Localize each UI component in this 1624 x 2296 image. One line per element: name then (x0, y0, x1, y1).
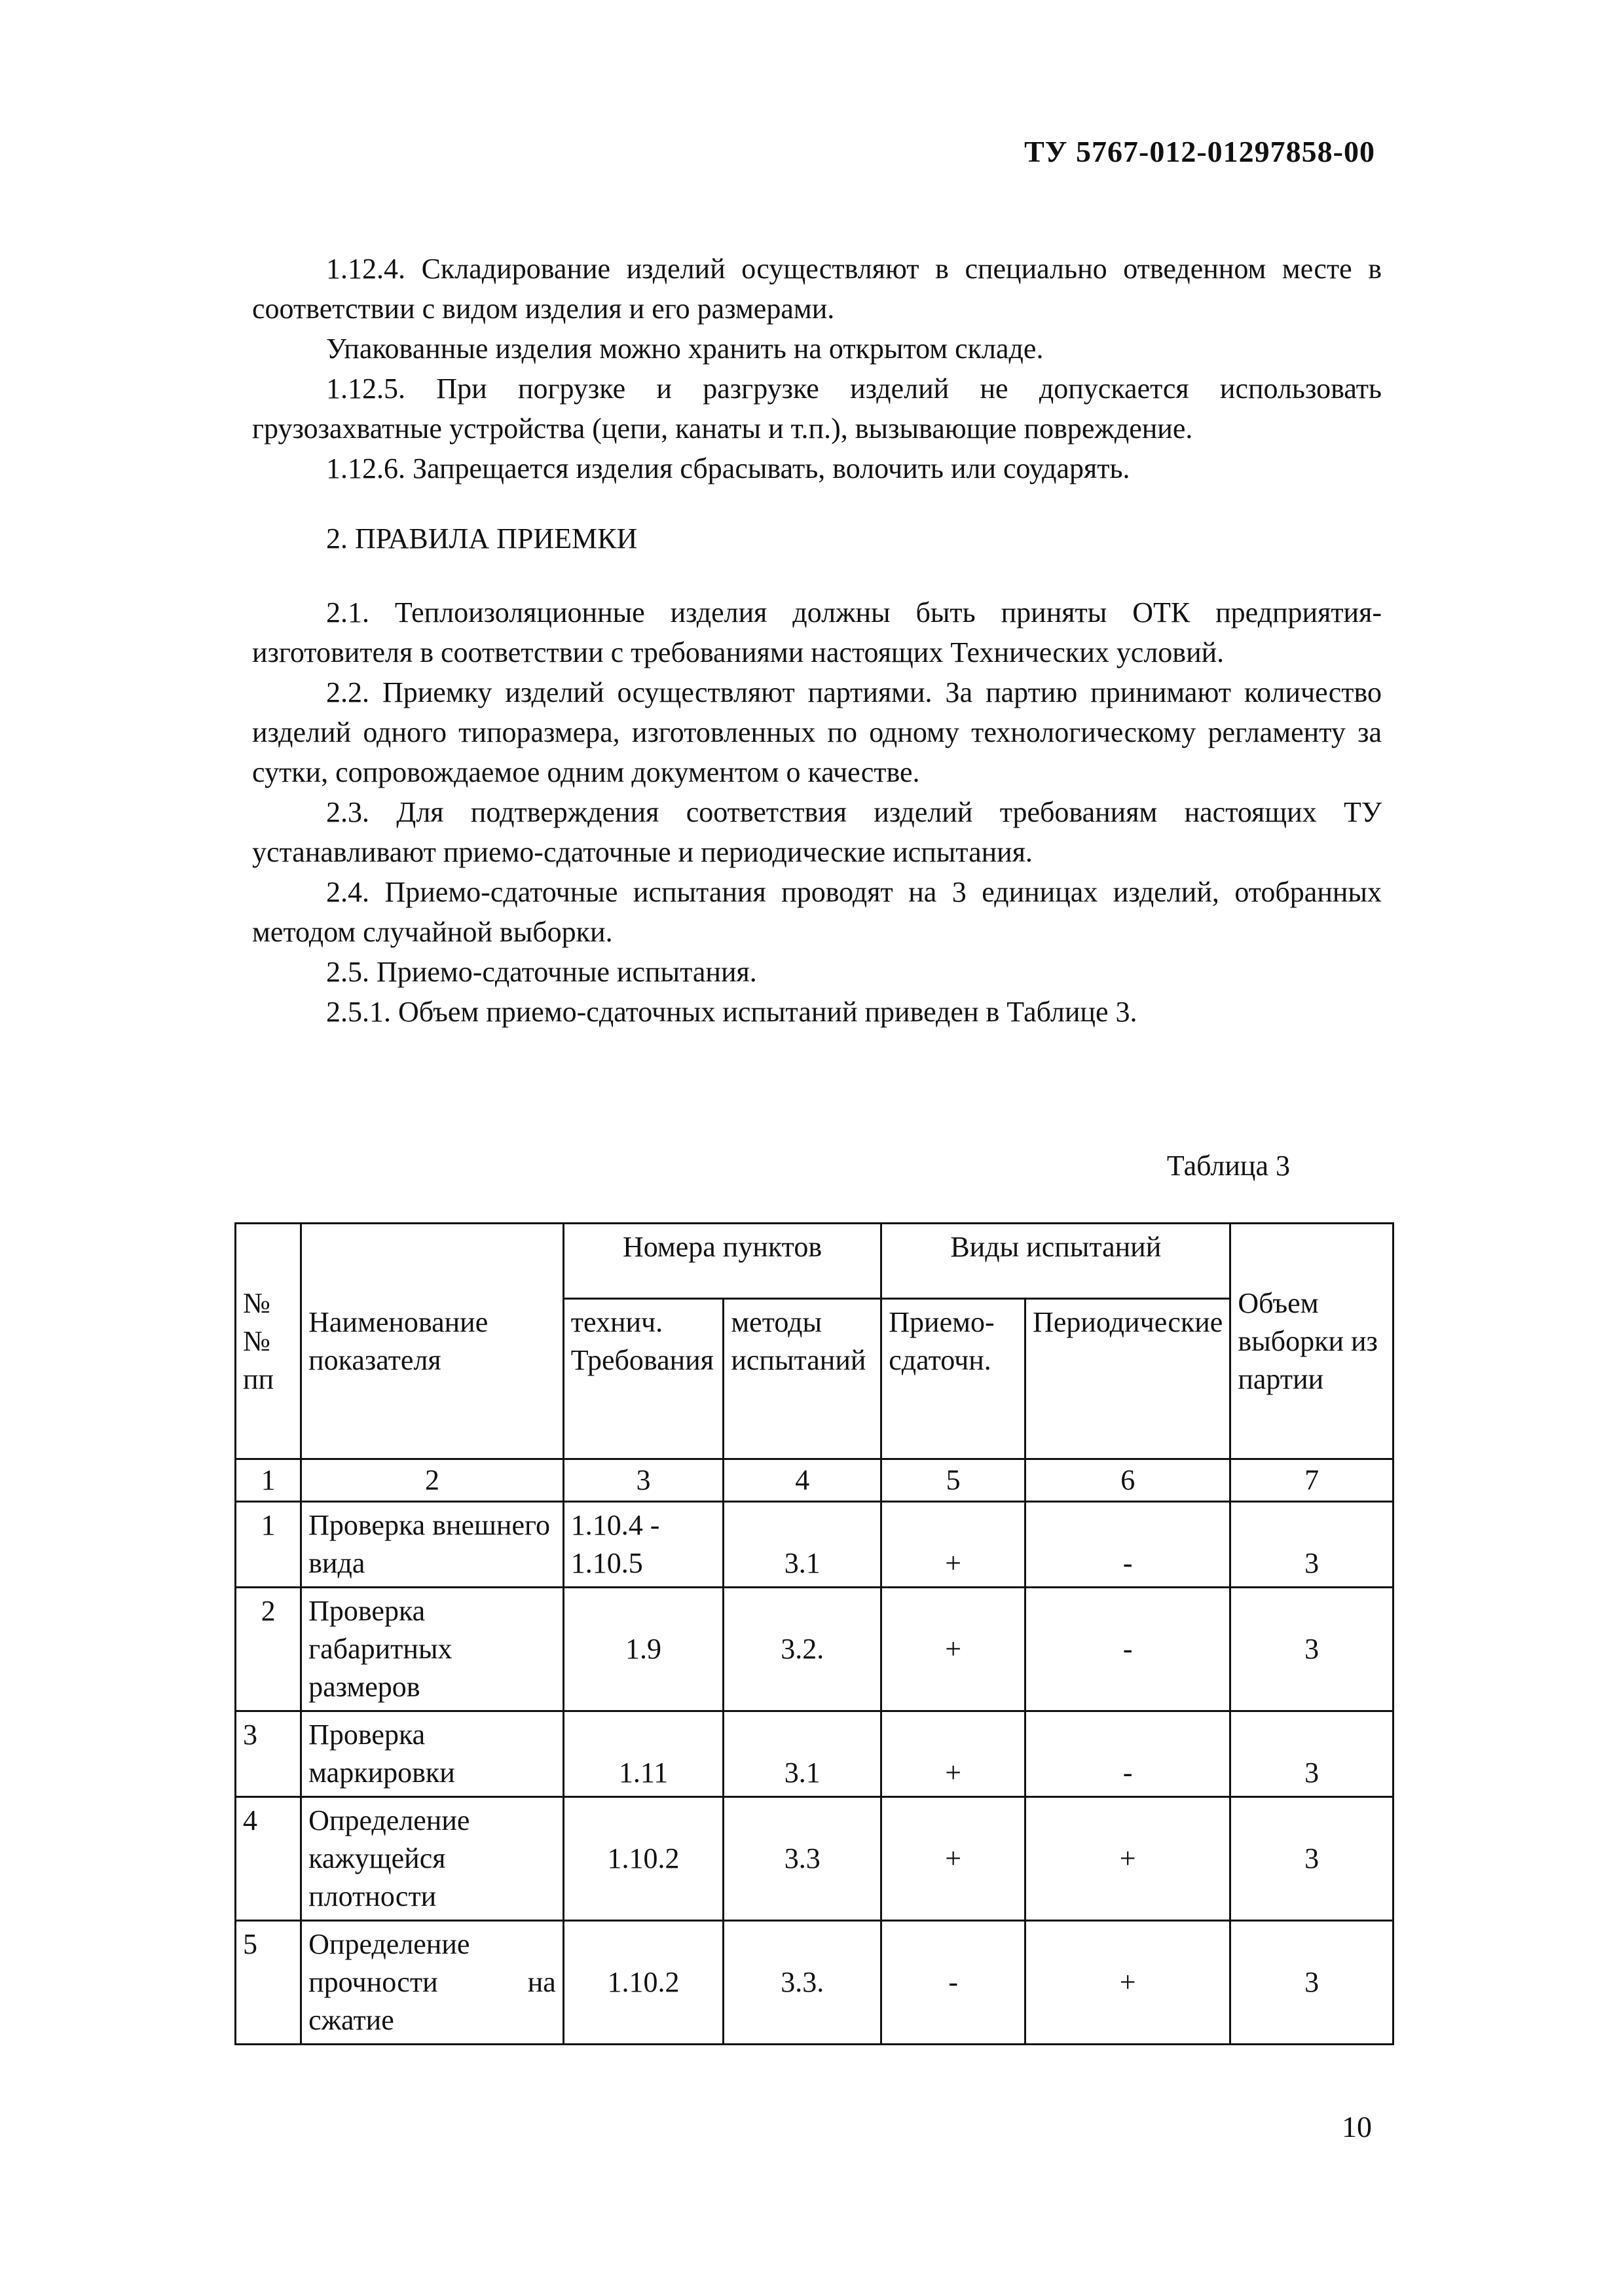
row-periodic: - (1025, 1588, 1230, 1711)
header-test-types: Виды испытаний (881, 1224, 1230, 1299)
table-header-row (236, 1224, 1393, 1299)
row-sample: 3 (1230, 1921, 1393, 2045)
row-acceptance: + (881, 1711, 1025, 1797)
column-number: 2 (301, 1459, 564, 1502)
paragraph-2-5: 2.5. Приемо-сдаточные испытания. (326, 956, 757, 988)
row-acceptance: + (881, 1502, 1025, 1588)
section-title: 2. ПРАВИЛА ПРИЕМКИ (326, 522, 638, 555)
paragraph-1-12-4: 1.12.4. Складирование изделий осуществляют в специально отведенном месте в соответствии с видом изделия и его размерами. (252, 253, 1382, 325)
document-body (252, 249, 1382, 1032)
row-tech-req: 1.10.2 (563, 1921, 724, 2045)
column-number: 5 (881, 1459, 1025, 1502)
column-number: 7 (1230, 1459, 1393, 1502)
header-name: Наименование показателя (301, 1224, 564, 1459)
row-name: Проверка внешнего вида (301, 1502, 564, 1588)
row-tech-req: 1.9 (563, 1588, 724, 1711)
header-acceptance: Приемо-сдаточн. (881, 1299, 1025, 1459)
table-row (236, 1921, 1393, 2045)
row-method: 3.1 (724, 1711, 881, 1797)
row-method: 3.2. (724, 1588, 881, 1711)
row-tech-req: 1.10.2 (563, 1797, 724, 1921)
row-method: 3.3 (724, 1797, 881, 1921)
paragraph-1-12-6: 1.12.6. Запрещается изделия сбрасывать, волочить или соударять. (326, 452, 1130, 484)
row-name: Определение кажущейся плотности (301, 1797, 564, 1921)
row-tech-req: 1.10.4 - 1.10.5 (563, 1502, 724, 1588)
table-caption: Таблица 3 (1166, 1150, 1290, 1182)
header-tech-req: технич. Требования (563, 1299, 724, 1459)
row-name: Проверка маркировки (301, 1711, 564, 1797)
paragraph-2-5-1: 2.5.1. Объем приемо-сдаточных испытаний приведен в Таблице 3. (326, 996, 1137, 1028)
row-acceptance: + (881, 1588, 1025, 1711)
row-acceptance: - (881, 1921, 1025, 2045)
column-number: 3 (563, 1459, 724, 1502)
paragraph-1-12-5: 1.12.5. При погрузке и разгрузке изделий не допускается использовать грузозахватные устройства (цепи, канаты и т.п.), вызывающие повреждение. (252, 373, 1382, 445)
document-code: ТУ 5767-012-01297858-00 (1024, 135, 1375, 168)
row-method: 3.1 (724, 1502, 881, 1588)
header-methods: методы испытаний (724, 1299, 881, 1459)
row-no: 4 (236, 1797, 301, 1921)
column-number: 4 (724, 1459, 881, 1502)
row-no: 3 (236, 1711, 301, 1797)
row-name: Определение прочности на сжатие (301, 1921, 564, 2045)
column-number: 6 (1025, 1459, 1230, 1502)
paragraph-2-4: 2.4. Приемо-сдаточные испытания проводят на 3 единицах изделий, отобранных методом случайной выборки. (252, 876, 1382, 948)
paragraph-2-2: 2.2. Приемку изделий осуществляют партиями. За партию принимают количество изделий одного типоразмера, изготовленных по одному технологическому регламенту за сутки, сопровождаемое одним документом о качестве. (252, 676, 1382, 788)
header-periodic: Периодические (1025, 1299, 1230, 1459)
table-row (236, 1797, 1393, 1921)
row-method: 3.3. (724, 1921, 881, 2045)
page-number: 10 (1342, 2110, 1372, 2143)
paragraph-2-1: 2.1. Теплоизоляционные изделия должны быть приняты ОТК предприятия-изготовителя в соответствии с требованиями настоящих Технических условий. (252, 596, 1382, 668)
row-periodic: + (1025, 1921, 1230, 2045)
row-sample: 3 (1230, 1711, 1393, 1797)
row-tech-req: 1.11 (563, 1711, 724, 1797)
row-no: 1 (236, 1502, 301, 1588)
column-number: 1 (236, 1459, 301, 1502)
row-periodic: - (1025, 1711, 1230, 1797)
column-number-row (236, 1459, 1393, 1502)
paragraph-2-3: 2.3. Для подтверждения соответствия изделий требованиям настоящих ТУ устанавливают приемо-сдаточные и периодические испытания. (252, 796, 1382, 868)
paragraph-storage: Упакованные изделия можно хранить на открытом складе. (326, 333, 1044, 365)
row-name: Проверка габаритных размеров (301, 1588, 564, 1711)
header-clauses: Номера пунктов (563, 1224, 881, 1299)
row-sample: 3 (1230, 1797, 1393, 1921)
row-sample: 3 (1230, 1588, 1393, 1711)
row-no: 5 (236, 1921, 301, 2045)
row-acceptance: + (881, 1797, 1025, 1921)
row-periodic: - (1025, 1502, 1230, 1588)
row-sample: 3 (1230, 1502, 1393, 1588)
table-row (236, 1502, 1393, 1588)
header-no: № № пп (236, 1224, 301, 1459)
table-row (236, 1588, 1393, 1711)
row-no: 2 (236, 1588, 301, 1711)
header-sample: Объем выборки из партии (1230, 1224, 1393, 1459)
acceptance-tests-table (234, 1222, 1394, 2045)
row-periodic: + (1025, 1797, 1230, 1921)
table-row (236, 1711, 1393, 1797)
